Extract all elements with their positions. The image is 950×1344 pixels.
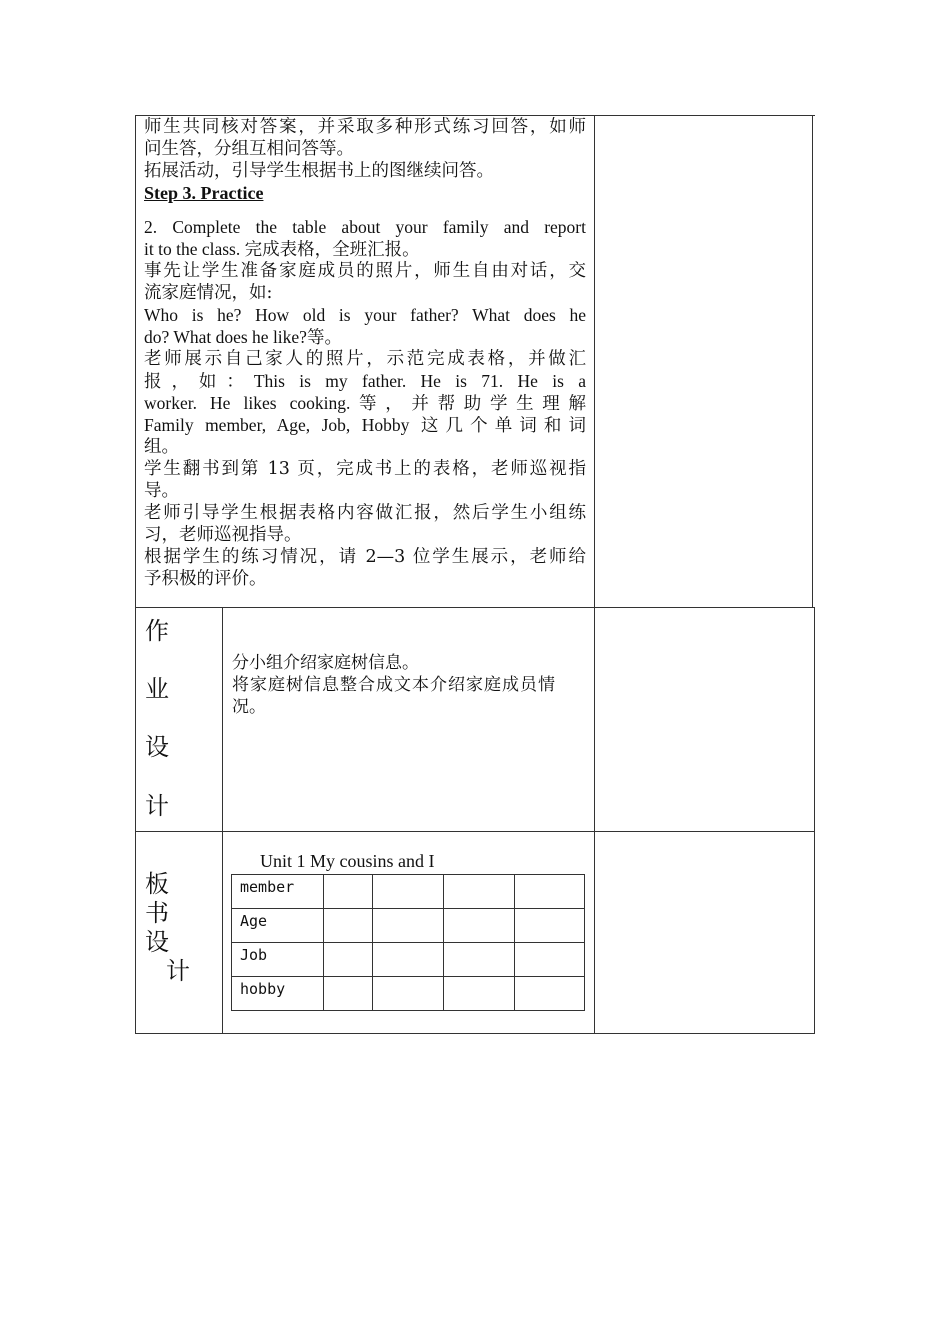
table-border-right-lower	[814, 607, 815, 1033]
board-label-char: 书	[145, 899, 169, 927]
text-line: 根据学生的练习情况，请 2—3 位学生展示，老师给	[144, 547, 586, 567]
row-label: Job	[232, 943, 324, 977]
table-border-bottom	[135, 1033, 815, 1034]
row-label: hobby	[232, 977, 324, 1011]
board-table	[231, 874, 585, 1011]
label-column-divider	[222, 607, 223, 1033]
homework-label-char: 设	[145, 733, 169, 761]
table-row	[232, 875, 585, 909]
table-cell	[373, 909, 444, 943]
table-cell	[373, 875, 444, 909]
row-label: member	[232, 875, 324, 909]
table-divider-main	[594, 115, 595, 1033]
practice-cell	[144, 116, 586, 590]
table-border-left	[135, 115, 136, 1033]
text-line: 习，老师巡视指导。	[144, 525, 302, 545]
homework-label-char: 业	[145, 675, 169, 703]
text-line: 组。	[144, 437, 179, 457]
table-row	[232, 977, 585, 1011]
step-title: Step 3. Practice	[144, 183, 264, 203]
row-divider-board	[135, 831, 815, 832]
table-cell	[515, 977, 585, 1011]
table-cell	[324, 875, 373, 909]
text-line: 问生答，分组互相问答等。	[144, 139, 354, 159]
text-line: worker. He likes cooking.等，并帮助学生理解	[144, 393, 586, 413]
table-border-right-upper	[812, 115, 813, 607]
table-cell	[324, 977, 373, 1011]
table-cell	[324, 943, 373, 977]
text-line: 师生共同核对答案，并采取多种形式练习回答，如师	[144, 117, 586, 137]
table-cell	[444, 977, 515, 1011]
text-line: 分小组介绍家庭树信息。	[232, 653, 419, 673]
table-cell	[373, 977, 444, 1011]
board-label-char: 设	[145, 928, 169, 956]
board-title: Unit 1 My cousins and I	[260, 851, 435, 871]
table-cell	[444, 875, 515, 909]
text-line: it to the class. 完成表格，全班汇报。	[144, 239, 420, 259]
text-line: 学生翻书到第 13 页，完成书上的表格，老师巡视指	[144, 459, 586, 479]
text-line: Family member, Age, Job, Hobby 这几个单词和词	[144, 415, 586, 435]
table-cell	[515, 875, 585, 909]
text-line: 老师引导学生根据表格内容做汇报，然后学生小组练	[144, 503, 586, 523]
homework-content	[232, 652, 588, 718]
text-line: 导。	[144, 481, 179, 501]
row-label: Age	[232, 909, 324, 943]
table-row	[232, 943, 585, 977]
table-cell	[324, 909, 373, 943]
text-line: 将家庭树信息整合成文本介绍家庭成员情	[232, 675, 556, 695]
table-cell	[444, 943, 515, 977]
text-line: 老师展示自己家人的照片，示范完成表格，并做汇	[144, 349, 586, 369]
homework-label-char: 计	[145, 792, 169, 820]
row-divider-homework	[135, 607, 815, 608]
text-line: 拓展活动，引导学生根据书上的图继续问答。	[144, 161, 494, 181]
table-row	[232, 909, 585, 943]
table-cell	[515, 909, 585, 943]
text-line: 2. Complete the table about your family and report	[144, 217, 586, 237]
table-cell	[373, 943, 444, 977]
board-label-char: 板	[145, 870, 169, 898]
table-cell	[444, 909, 515, 943]
text-line: do? What does he like?等。	[144, 327, 342, 347]
text-line: 况。	[232, 697, 266, 717]
text-line: Who is he? How old is your father? What does he	[144, 305, 586, 325]
table-cell	[515, 943, 585, 977]
board-label-char: 计	[166, 957, 190, 985]
text-line: 流家庭情况，如:	[144, 283, 273, 303]
text-line: 予积极的评价。	[144, 569, 267, 589]
text-line: 报，如：This is my father. He is 71. He is a	[144, 371, 586, 391]
text-line: 事先让学生准备家庭成员的照片，师生自由对话，交	[144, 261, 586, 281]
homework-label-char: 作	[145, 617, 169, 645]
